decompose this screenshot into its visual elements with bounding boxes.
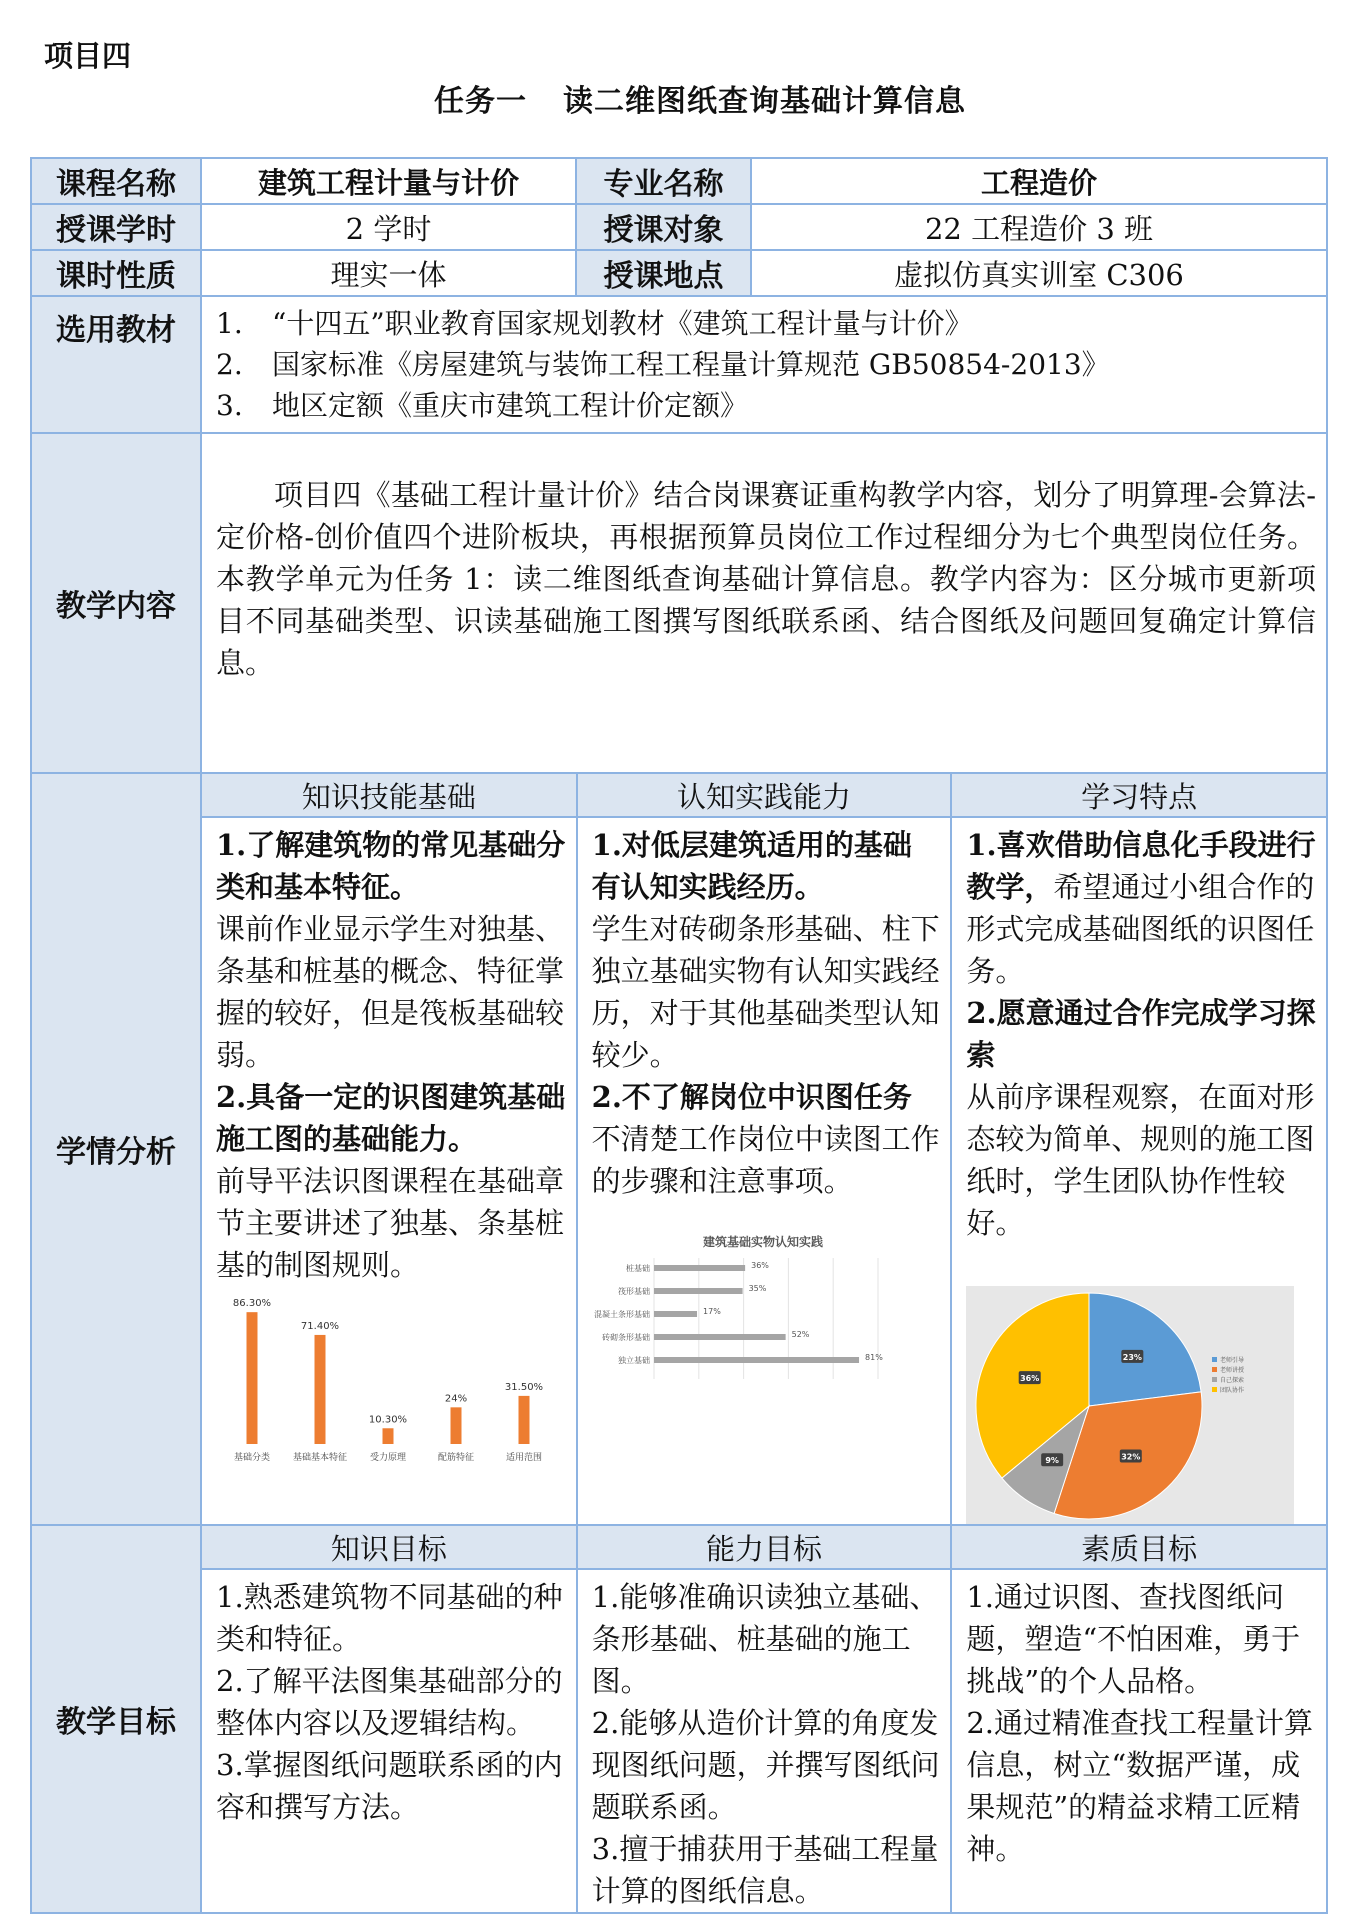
bar	[654, 1357, 859, 1363]
bar	[315, 1335, 326, 1444]
project-label: 项目四	[44, 39, 132, 73]
legend-label: 团队协作	[1220, 1387, 1245, 1394]
lesson-plan-table	[30, 157, 1328, 1914]
category-label: 桩基础	[625, 1264, 650, 1273]
legend-swatch	[1212, 1377, 1217, 1382]
analysis-point-row	[966, 824, 1316, 992]
nature-label: 课时性质	[31, 250, 201, 296]
analysis-point: 2.不了解岗位中识图任务	[591, 1080, 912, 1114]
goals-cell	[201, 1525, 1327, 1913]
legend-label: 自己探索	[1220, 1377, 1245, 1384]
textbook-item: 2. 国家标准《房屋建筑与装饰工程工程量计算规范 GB50854-2013》	[216, 348, 1110, 381]
location-label: 授课地点	[576, 250, 751, 296]
bar-value-label: 52%	[791, 1330, 810, 1339]
location-value: 虚拟仿真实训室 C306	[751, 250, 1327, 296]
bar-value-label: 35%	[748, 1284, 767, 1293]
category-label: 砖砌条形基础	[601, 1333, 650, 1342]
bar	[654, 1311, 697, 1317]
content-cell	[201, 433, 1327, 773]
analysis-detail: 不清楚工作岗位中读图工作的步骤和注意事项。	[591, 1122, 940, 1198]
analysis-point: 2.愿意通过合作完成学习探索	[966, 996, 1316, 1072]
task-number: 任务一	[434, 84, 527, 119]
bar	[654, 1334, 786, 1340]
bar-value-label: 24%	[444, 1393, 468, 1405]
page-title	[0, 76, 1352, 120]
analysis-col-knowledge	[202, 817, 577, 1524]
textbook-item: 3. 地区定额《重庆市建筑工程计价定额》	[216, 389, 749, 422]
legend-swatch	[1212, 1387, 1217, 1392]
analysis-point: 2.具备一定的识图建筑基础施工图的基础能力。	[216, 1080, 566, 1156]
course-name-label: 课程名称	[31, 158, 201, 204]
analysis-point: 1.对低层建筑适用的基础有认知实践经历。	[591, 828, 912, 904]
textbooks-label: 选用教材	[31, 296, 201, 433]
category-label: 配筋特征	[437, 1453, 475, 1463]
textbook-item: 1. “十四五”职业教育国家规划教材《建筑工程计量与计价》	[216, 307, 973, 340]
task-name: 读二维图纸查询基础计算信息	[563, 84, 966, 119]
category-label: 基础基本特征	[292, 1453, 348, 1463]
bar	[654, 1265, 745, 1271]
analysis-header-learning: 学习特点	[951, 774, 1326, 817]
textbooks-list	[201, 296, 1327, 433]
bar	[451, 1407, 462, 1444]
bar-value-label: 31.50%	[504, 1381, 544, 1393]
bar	[654, 1288, 743, 1294]
content-text: 项目四《基础工程计量计价》结合岗课赛证重构教学内容，划分了明算理-会算法-定价格-创价值四个进阶板块，再根据预算员岗位工作过程细分为七个典型岗位任务。本教学单元为任务 1：读二维图纸查询基础计算信息。教学内容为：区分城市更新项目不同基础类型、识读基础施工图撰写图纸联系函、结合图纸及问题回复确定计算信息。	[216, 478, 1316, 680]
bar	[519, 1396, 530, 1444]
slice-value-label: 32%	[1121, 1452, 1141, 1462]
bar	[247, 1312, 258, 1444]
bar	[383, 1428, 394, 1444]
bar-value-label: 81%	[864, 1353, 883, 1362]
category-label: 独立基础	[617, 1356, 650, 1365]
category-label: 受力原理	[369, 1453, 407, 1463]
category-label: 混凝土条形基础	[593, 1310, 650, 1319]
analysis-detail: 希望通过小组合作的形式完成基础图纸的识图任务。	[966, 870, 1315, 988]
goal-item: 2.能够从造价计算的角度发现图纸问题，并撰写图纸问题联系函。	[591, 1706, 940, 1824]
legend-swatch	[1212, 1367, 1217, 1372]
audience-value: 22 工程造价 3 班	[751, 204, 1327, 250]
goal-item: 3.擅于捕获用于基础工程量计算的图纸信息。	[591, 1832, 939, 1908]
content-label: 教学内容	[31, 433, 201, 773]
nature-value: 理实一体	[201, 250, 576, 296]
analysis-col-learning	[951, 817, 1326, 1524]
practice-bar-chart	[578, 1232, 948, 1402]
analysis-detail: 从前序课程观察，在面对形态较为简单、规则的施工图纸时，学生团队协作性较好。	[966, 1080, 1315, 1240]
analysis-detail: 学生对砖砌条形基础、柱下独立基础实物有认知实践经历，对于其他基础类型认知较少。	[591, 912, 940, 1072]
course-name-value: 建筑工程计量与计价	[201, 158, 576, 204]
analysis-header-practice: 认知实践能力	[577, 774, 952, 817]
goal-item: 2.通过精准查找工程量计算信息，树立“数据严谨，成果规范”的精益求精工匠精神。	[966, 1706, 1313, 1866]
goal-item: 2.了解平法图集基础部分的整体内容以及逻辑结构。	[216, 1664, 563, 1740]
bar-value-label: 10.30%	[368, 1414, 408, 1426]
analysis-point: 1.了解建筑物的常见基础分类和基本特征。	[216, 828, 566, 904]
goal-col-ability	[577, 1569, 952, 1912]
category-label: 适用范围	[505, 1453, 543, 1463]
analysis-col-practice	[577, 817, 952, 1524]
bar-value-label: 17%	[702, 1307, 721, 1316]
goal-item: 1.熟悉建筑物不同基础的种类和特征。	[216, 1580, 563, 1656]
goal-header-quality: 素质目标	[951, 1526, 1326, 1569]
analysis-point: 1.喜欢借助信息化手段进行教学，	[966, 828, 1316, 904]
goal-item: 1.通过识图、查找图纸问题，塑造“不怕困难，勇于挑战”的个人品格。	[966, 1580, 1301, 1698]
goal-col-knowledge	[202, 1569, 577, 1912]
goal-item: 3.掌握图纸问题联系函的内容和撰写方法。	[216, 1748, 563, 1824]
category-label: 筏形基础	[617, 1287, 650, 1296]
slice-value-label: 9%	[1045, 1456, 1060, 1466]
legend-swatch	[1212, 1357, 1217, 1362]
slice-value-label: 36%	[1020, 1374, 1040, 1384]
knowledge-bar-chart	[210, 1294, 560, 1474]
audience-label: 授课对象	[576, 204, 751, 250]
analysis-detail: 前导平法识图课程在基础章节主要讲述了独基、条基桩基的制图规则。	[216, 1164, 565, 1282]
goal-col-quality	[951, 1569, 1326, 1912]
goal-item: 1.能够准确识读独立基础、条形基础、桩基础的施工图。	[591, 1580, 939, 1698]
legend-label: 老师讲授	[1220, 1367, 1245, 1374]
analysis-cell	[201, 773, 1327, 1525]
goal-header-knowledge: 知识目标	[202, 1526, 577, 1569]
hours-value: 2 学时	[201, 204, 576, 250]
category-label: 基础分类	[233, 1453, 271, 1463]
major-label: 专业名称	[576, 158, 751, 204]
analysis-header-knowledge: 知识技能基础	[202, 774, 577, 817]
major-value: 工程造价	[751, 158, 1327, 204]
hours-label: 授课学时	[31, 204, 201, 250]
bar-value-label: 36%	[750, 1261, 769, 1270]
analysis-detail: 课前作业显示学生对独基、条基和桩基的概念、特征掌握的较好，但是筏板基础较弱。	[216, 912, 565, 1072]
legend-label: 老师引导	[1220, 1357, 1245, 1364]
chart-title: 建筑基础实物认知实践	[702, 1235, 823, 1249]
analysis-label: 学情分析	[31, 773, 201, 1525]
goal-header-ability: 能力目标	[577, 1526, 952, 1569]
goals-label: 教学目标	[31, 1525, 201, 1913]
bar-value-label: 71.40%	[300, 1320, 340, 1332]
slice-value-label: 23%	[1123, 1352, 1143, 1362]
bar-value-label: 86.30%	[232, 1298, 272, 1310]
learning-pie-chart	[966, 1286, 1294, 1524]
